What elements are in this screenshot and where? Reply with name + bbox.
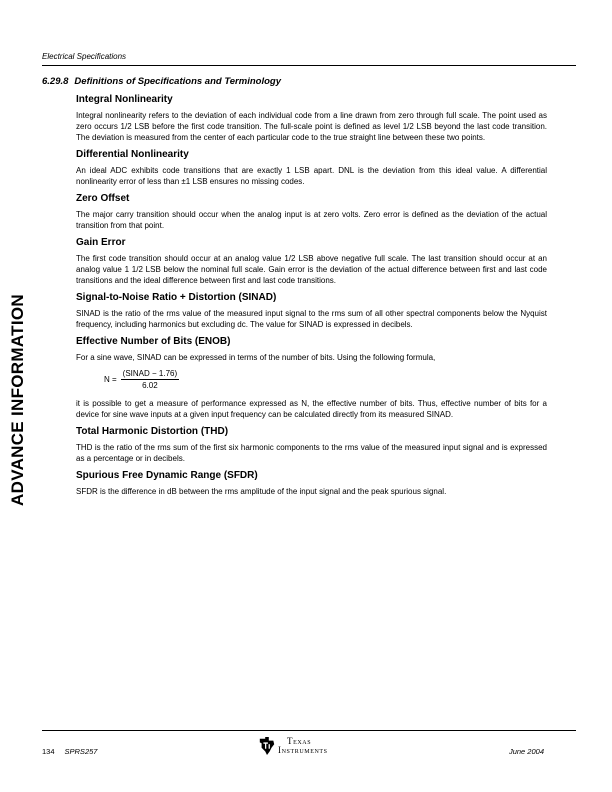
term-zero-offset (76, 193, 547, 231)
section-title (42, 76, 281, 87)
term-text: Integral nonlinearity refers to the deviation of each individual code from a line drawn from zero through full scale. The point used as zero occurs 1/2 LSB before the first code transition. The full-scale point is defined as level 1/2 LSB beyond the last code transition. The deviation is measured from the center of each particular code to the true straight line between these two points. (76, 111, 547, 142)
term-text: SINAD is the ratio of the rms value of the measured input signal to the rms sum of all other spectral components below the Nyquist frequency, including harmonics but excluding dc. The value for SINAD is expressed in decibels. (76, 309, 547, 329)
ti-word-instruments: Instruments (278, 745, 328, 755)
term-heading: Gain Error (76, 237, 126, 248)
term-heading: Spurious Free Dynamic Range (SFDR) (76, 470, 258, 481)
side-banner-text: ADVANCE INFORMATION (8, 294, 27, 506)
section-number: 6.29.8 (42, 76, 69, 87)
definitions-body (76, 94, 547, 503)
term-differential-nonlinearity (76, 149, 547, 187)
ti-logo (258, 736, 328, 756)
ti-word-texas: Texas (287, 736, 312, 746)
term-text: The first code transition should occur at an analog value 1/2 LSB above negative full scale. The last transition should occur at an analog value 1 1/2 LSB below the nominal full scale. Gain error is the deviation of the actual difference between first and last code transitions and the ideal difference between first and last code transitions. (76, 254, 547, 285)
term-heading: Signal-to-Noise Ratio + Distortion (SINAD) (76, 292, 277, 303)
side-banner (4, 284, 32, 516)
ti-wordmark (278, 737, 328, 755)
term-text-continued: it is possible to get a measure of performance expressed as N, the effective number of bits. Thus, effective number of bits for a device for sine wave inputs at a given input frequency can be calculated directly from its measured SINAD. (76, 399, 547, 419)
term-sinad (76, 292, 547, 330)
header-rule (42, 65, 576, 66)
term-heading: Differential Nonlinearity (76, 149, 189, 160)
term-text: The major carry transition should occur when the analog input is at zero volts. Zero error is defined as the deviation of the actual transition from that point. (76, 210, 547, 230)
term-enob (76, 336, 547, 420)
term-integral-nonlinearity (76, 94, 547, 143)
formula-denominator: 6.02 (142, 381, 158, 390)
term-text: An ideal ADC exhibits code transitions that are exactly 1 LSB apart. DNL is the deviation from this ideal value. A differential nonlinearity error of less than ±1 LSB ensures no missing codes. (76, 166, 547, 186)
term-thd (76, 426, 547, 464)
term-heading: Effective Number of Bits (ENOB) (76, 336, 231, 347)
term-text: THD is the ratio of the rms sum of the first six harmonic components to the rms value of the measured input signal and is expressed as a percentage or in decibels. (76, 443, 547, 463)
page-number: 134 (42, 747, 55, 756)
term-sfdr (76, 470, 547, 497)
enob-formula (104, 369, 547, 390)
footer-date: June 2004 (508, 747, 544, 756)
footer-left (42, 747, 97, 756)
running-header: Electrical Specifications (42, 52, 127, 61)
section-heading: Definitions of Specifications and Terminology (74, 76, 281, 87)
term-gain-error (76, 237, 547, 286)
formula-lhs: N = (104, 375, 117, 384)
term-heading: Total Harmonic Distortion (THD) (76, 426, 229, 437)
term-heading: Integral Nonlinearity (76, 94, 173, 105)
ti-state-logo-icon (258, 736, 276, 756)
formula-numerator: (SINAD − 1.76) (122, 369, 178, 378)
formula-fraction (121, 369, 179, 390)
term-text: SFDR is the difference in dB between the rms amplitude of the input signal and the peak spurious signal. (76, 487, 447, 496)
doc-id: SPRS257 (64, 747, 98, 756)
term-text: For a sine wave, SINAD can be expressed in terms of the number of bits. Using the following formula, (76, 353, 436, 362)
term-heading: Zero Offset (76, 193, 130, 204)
footer-rule (42, 730, 576, 731)
